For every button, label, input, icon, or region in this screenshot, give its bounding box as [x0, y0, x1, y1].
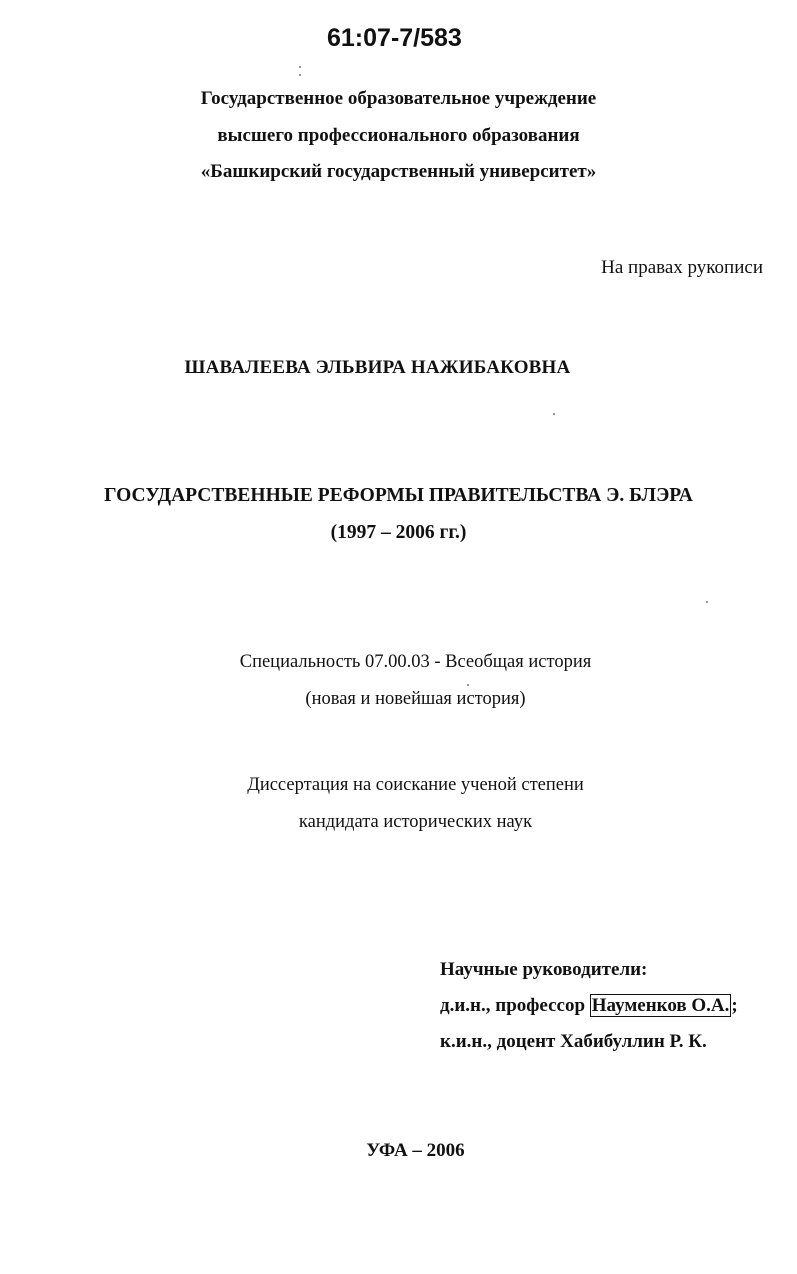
supervisors-heading: Научные руководители:: [440, 959, 648, 980]
supervisor-1-name: Науменков О.А.: [591, 995, 730, 1016]
supervisor-1: [440, 995, 738, 1017]
scan-speck: [467, 684, 469, 686]
archive-number-stamp: 61:07-7/583: [327, 24, 462, 52]
city-year: УФА – 2006: [366, 1140, 465, 1161]
author-name: ШАВАЛЕЕВА ЭЛЬВИРА НАЖИБАКОВНА: [184, 357, 571, 378]
dissertation-title-line-1: ГОСУДАРСТВЕННЫЕ РЕФОРМЫ ПРАВИТЕЛЬСТВА Э. БЛЭРА: [104, 485, 693, 506]
institution-line-1: Государственное образовательное учреждение: [200, 88, 597, 109]
specialty-line-2: (новая и новейшая история): [305, 689, 526, 709]
scan-speck: [299, 66, 301, 68]
supervisor-1-suffix: ;: [731, 995, 738, 1016]
degree-line-1: Диссертация на соискание ученой степени: [247, 775, 584, 795]
scan-speck: [299, 74, 301, 76]
scan-speck: [553, 413, 555, 415]
institution-line-2: высшего профессионального образования: [217, 125, 580, 146]
specialty-line-1: Специальность 07.00.03 - Всеобщая история: [239, 652, 592, 672]
degree-line-2: кандидата исторических наук: [298, 812, 533, 832]
dissertation-title-line-2: (1997 – 2006 гг.): [330, 522, 467, 543]
scan-speck: [706, 601, 708, 603]
supervisor-2: к.и.н., доцент Хабибуллин Р. К.: [440, 1031, 707, 1052]
supervisor-1-prefix: д.и.н., профессор: [440, 995, 586, 1016]
institution-line-3: «Башкирский государственный университет»: [200, 161, 597, 182]
manuscript-note: На правах рукописи: [601, 257, 763, 278]
